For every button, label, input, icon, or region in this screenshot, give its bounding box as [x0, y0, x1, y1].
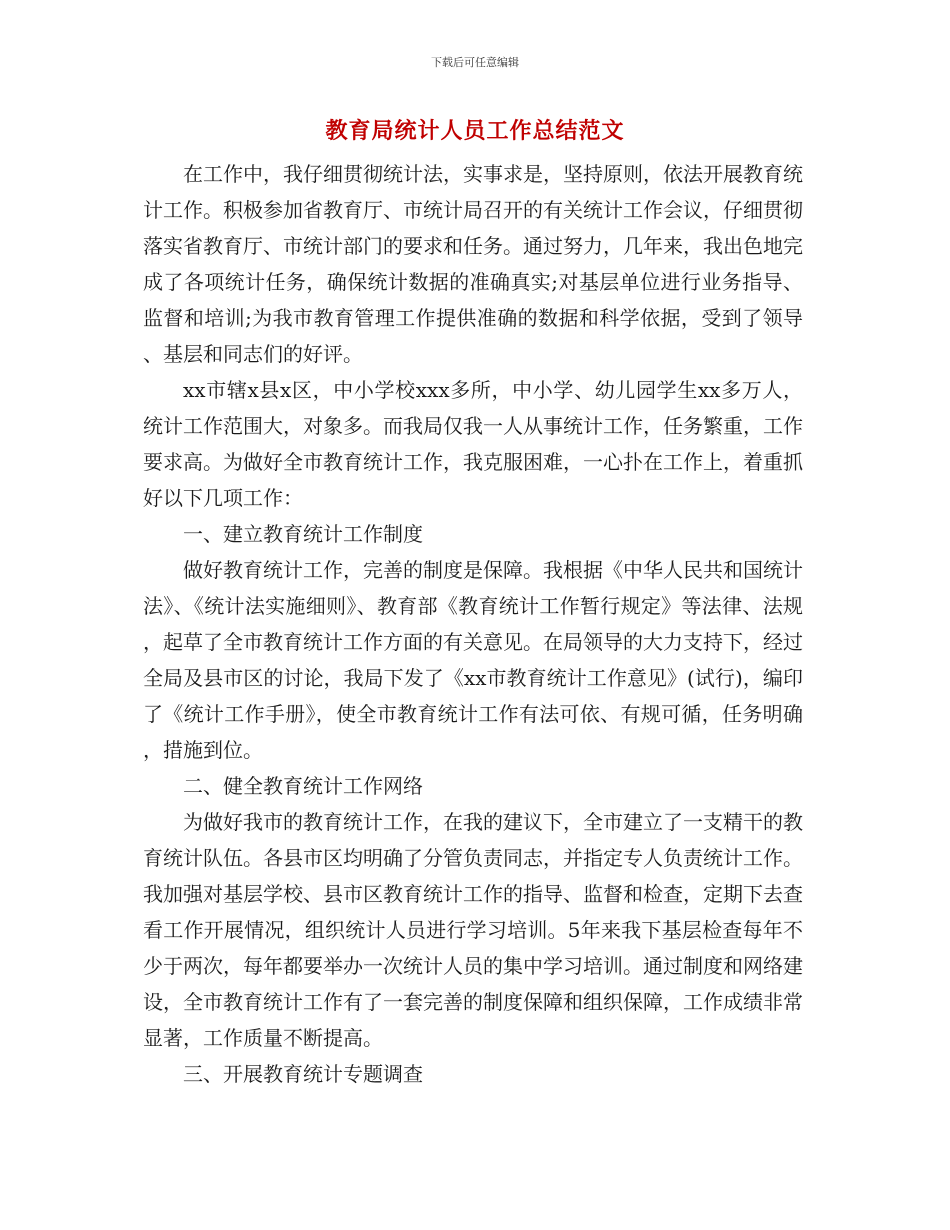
header-note: 下载后可任意编辑	[431, 56, 519, 69]
section-heading-1: 一、建立教育统计工作制度	[183, 522, 423, 546]
paragraph-scope: xx市辖x县x区，中小学校xxx多所，中小学、幼儿园学生xx多万人，统计工作范围大，对象多。而我局仅我一人从事统计工作，任务繁重，工作要求高。为做好全市教育统计工作，我克服困难，一心扑在工作上，着重抓好以下几项工作：	[143, 378, 803, 510]
paragraph-section-1: 做好教育统计工作，完善的制度是保障。我根据《中华人民共和国统计法》、《统计法实施细则》、教育部《教育统计工作暂行规定》等法律、法规，起草了全市教育统计工作方面的有关意见。在局领导的大力支持下，经过全局及县市区的讨论，我局下发了《xx市教育统计工作意见》(试行)，编印了《统计工作手册》，使全市教育统计工作有法可依、有规可循，任务明确，措施到位。	[143, 558, 803, 762]
paragraph-intro: 在工作中，我仔细贯彻统计法，实事求是，坚持原则，依法开展教育统计工作。积极参加省教育厅、市统计局召开的有关统计工作会议，仔细贯彻落实省教育厅、市统计部门的要求和任务。通过努力，几年来，我出色地完成了各项统计任务，确保统计数据的准确真实;对基层单位进行业务指导、监督和培训;为我市教育管理工作提供准确的数据和科学依据，受到了领导、基层和同志们的好评。	[143, 162, 803, 366]
section-heading-2: 二、健全教育统计工作网络	[183, 774, 423, 798]
paragraph-section-2: 为做好我市的教育统计工作，在我的建议下，全市建立了一支精干的教育统计队伍。各县市区均明确了分管负责同志，并指定专人负责统计工作。我加强对基层学校、县市区教育统计工作的指导、监督和检查，定期下去查看工作开展情况，组织统计人员进行学习培训。5年来我下基层检查每年不少于两次，每年都要举办一次统计人员的集中学习培训。通过制度和网络建设，全市教育统计工作有了一套完善的制度保障和组织保障，工作成绩非常显著，工作质量不断提高。	[143, 810, 803, 1050]
document-body	[143, 156, 803, 1092]
section-heading-3: 三、开展教育统计专题调查	[183, 1062, 423, 1086]
document-title: 教育局统计人员工作总结范文	[325, 119, 625, 144]
